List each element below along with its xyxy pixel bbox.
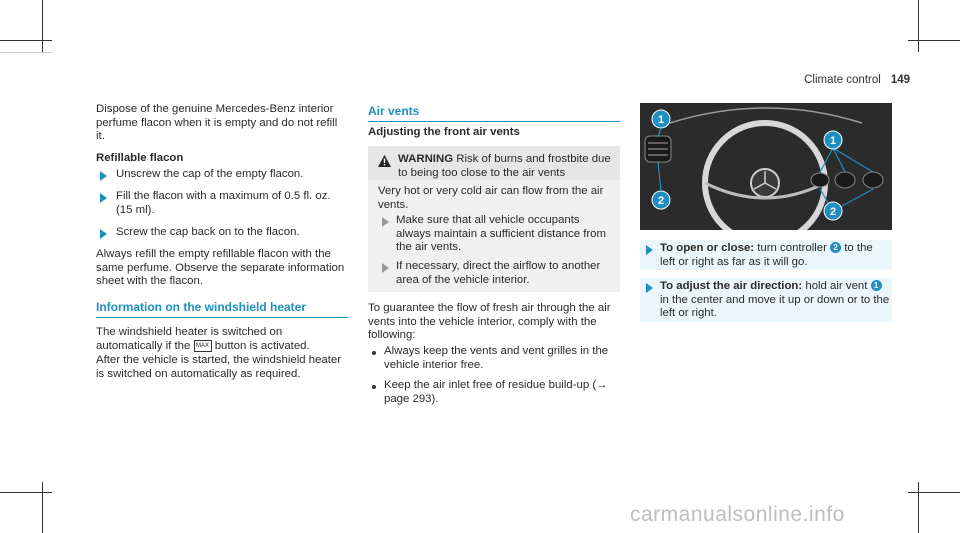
step-text: Fill the flacon with a maximum of 0.5 fl. oz. (15 ml). — [116, 190, 331, 216]
warning-body: Very hot or very cold air can flow from the air vents. — [378, 185, 604, 211]
crop-mark — [0, 492, 52, 493]
sub-heading: Adjusting the front air vents — [368, 126, 520, 138]
action-arrow-icon — [382, 217, 389, 227]
callout-label: 1 — [829, 135, 837, 147]
intro-paragraph: Dispose of the genuine Mercedes-Benz interior perfume flacon when it is empty and do not refill it. — [96, 103, 338, 143]
section-rule — [96, 317, 348, 318]
dashboard-drawing — [640, 103, 892, 230]
windshield-paragraph — [96, 326, 348, 353]
crop-mark — [908, 492, 960, 493]
warning-title — [398, 153, 612, 180]
callout-label: 2 — [829, 206, 837, 218]
action-text — [660, 280, 890, 321]
action-text — [660, 242, 890, 269]
bullet-dot — [372, 351, 376, 355]
action-arrow-icon — [646, 245, 653, 255]
bullet-dot — [372, 385, 376, 389]
action-text-part: turn controller — [757, 242, 827, 254]
callout-number: 2 — [830, 242, 841, 253]
action-text-part: to the left or right as far as it will go. — [660, 242, 873, 268]
guarantee-paragraph: To guarantee the flow of fresh air through the air vents into the vehicle interior, comply with the following: — [368, 302, 611, 342]
dashboard-illustration — [640, 103, 892, 230]
note-paragraph: Always refill the empty refillable flacon with the same perfume. Observe the separate information sheet with the flacon. — [96, 248, 345, 288]
windshield-heading: Information on the windshield heater — [96, 300, 307, 314]
warning-triangle-icon — [378, 155, 391, 167]
crop-mark — [42, 0, 43, 52]
bullet-item: Always keep the vents and vent grilles in the vehicle interior free. — [384, 345, 609, 371]
page-number: 149 — [890, 74, 910, 86]
defrost-max-icon: MAX — [194, 340, 212, 352]
warning-step: Make sure that all vehicle occupants always maintain a sufficient distance from the air vents. — [396, 214, 606, 254]
action-text-part: hold air vent — [805, 280, 868, 292]
watermark: carmanualsonline.info — [630, 503, 845, 526]
callout-label: 2 — [657, 195, 665, 207]
callout-label: 1 — [657, 114, 665, 126]
section-rule — [368, 121, 620, 122]
step-text: Unscrew the cap of the empty flacon. — [116, 168, 304, 180]
running-header — [804, 74, 910, 86]
crop-mark — [0, 40, 52, 41]
refill-heading: Refillable flacon — [96, 152, 184, 164]
warning-label: WARNING — [398, 153, 454, 165]
step-text: Screw the cap back on to the flacon. — [116, 226, 300, 238]
crop-mark — [0, 52, 52, 53]
windshield-text: The windshield heater is switched on automatically if the — [96, 326, 283, 352]
crop-mark — [42, 482, 43, 533]
action-arrow-icon — [100, 171, 107, 181]
windshield-paragraph-2: After the vehicle is started, the windshield heater is switched on automatically as required. — [96, 354, 342, 380]
action-arrow-icon — [100, 229, 107, 239]
section-title: Climate control — [804, 74, 881, 86]
warning-box — [368, 146, 620, 292]
action-arrow-icon — [382, 263, 389, 273]
bullet-item: Keep the air inlet free of residue build-up (→ page 293). — [384, 379, 608, 405]
action-label: To adjust the air direction: — [660, 280, 803, 292]
crop-mark — [918, 0, 919, 52]
crop-mark — [918, 482, 919, 533]
action-arrow-icon — [100, 193, 107, 203]
warning-text: Risk of burns and frostbite due to being too close to the air vents — [398, 153, 611, 179]
action-arrow-icon — [646, 283, 653, 293]
action-label: To open or close: — [660, 242, 755, 254]
windshield-text: button is activated. — [214, 339, 310, 352]
air-vents-heading: Air vents — [368, 104, 420, 118]
warning-step: If necessary, direct the airflow to another area of the vehicle interior. — [396, 260, 601, 286]
action-text-part: in the center and move it up or down or to the left or right. — [660, 293, 890, 320]
callout-number: 1 — [871, 280, 882, 291]
crop-mark — [908, 40, 960, 41]
